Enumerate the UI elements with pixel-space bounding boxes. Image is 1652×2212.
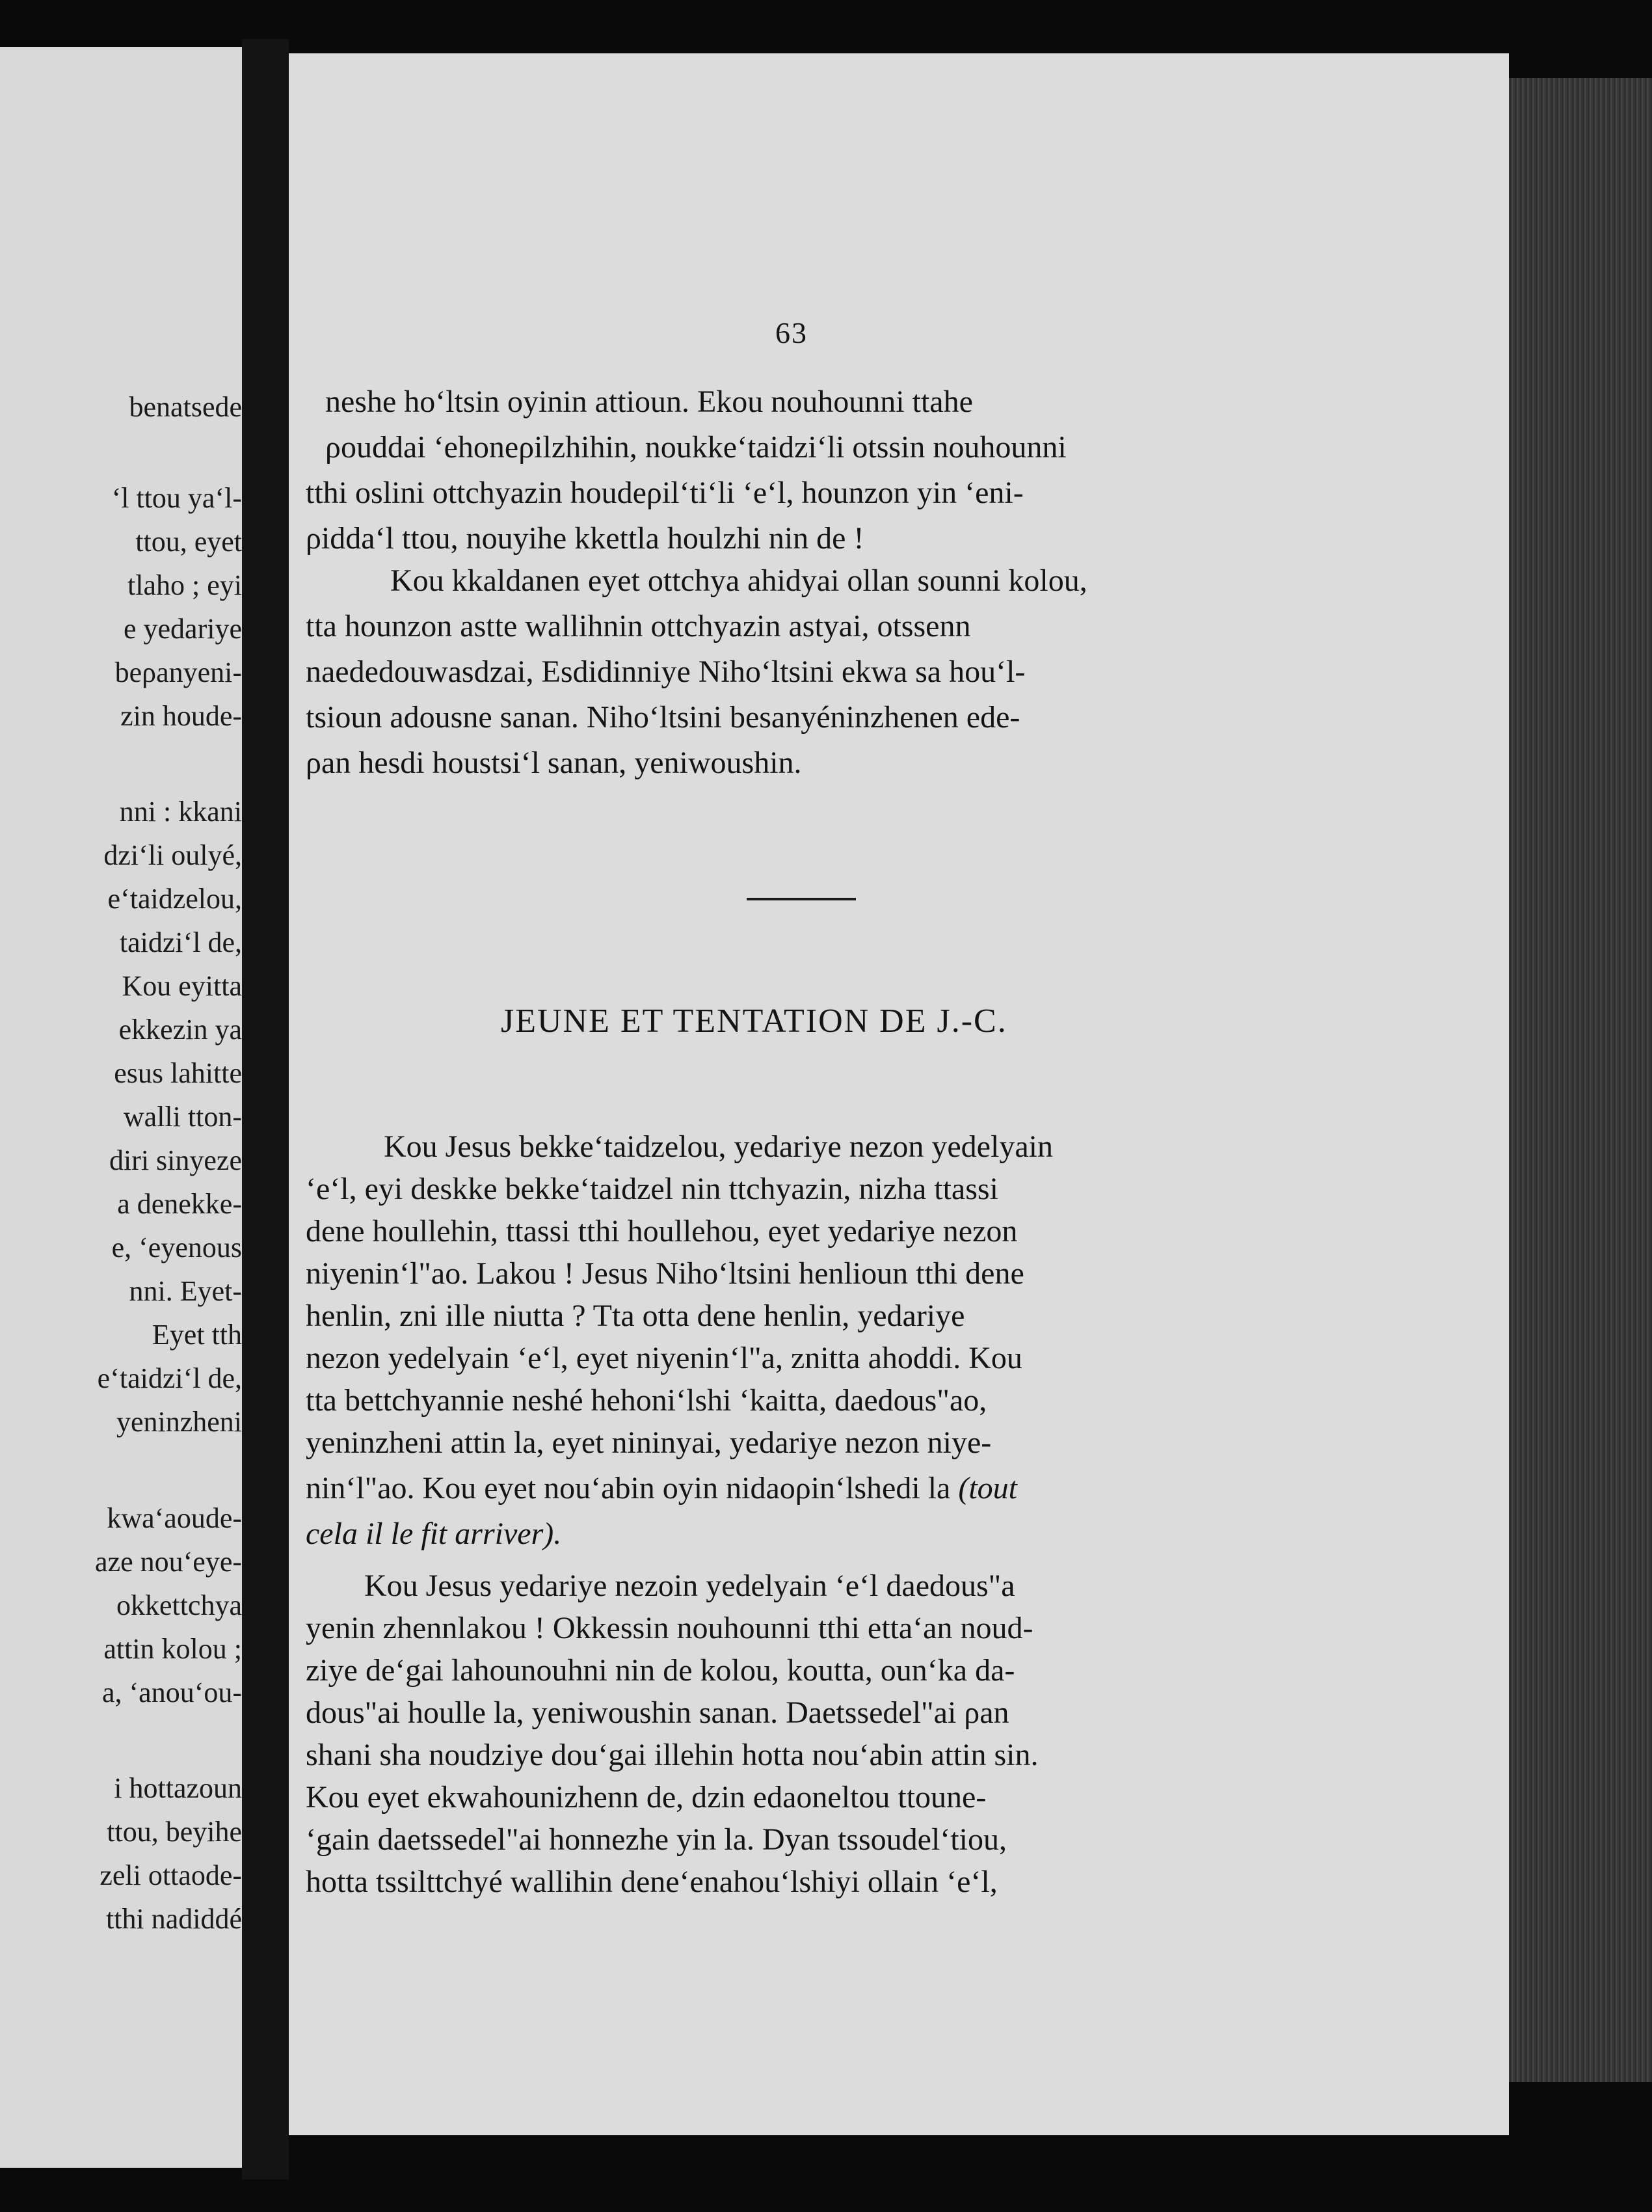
- left-page-line: Eyet tth: [152, 1319, 242, 1351]
- text-line: ρan hesdi houstsi‘l sanan, yeniwoushin.: [306, 746, 802, 780]
- left-page-line: ttou, eyet: [135, 526, 242, 558]
- text-line: yenin zhennlakou ! Okkessin nouhounni tthi etta‘an noud-: [306, 1611, 1033, 1645]
- book-gutter: [242, 39, 289, 2179]
- left-page-line: diri sinyeze: [109, 1144, 242, 1176]
- text-line: henlin, zni ille niutta ? Tta otta dene henlin, yedariye: [306, 1299, 965, 1333]
- left-page-line: aze nou‘eye-: [95, 1546, 242, 1578]
- text-line: niyenin‘l"ao. Lakou ! Jesus Niho‘ltsini henlioun tthi dene: [306, 1256, 1024, 1291]
- left-page-line: ttou, beyihe: [107, 1816, 242, 1848]
- left-page-line: yeninzheni: [116, 1406, 242, 1438]
- section-rule: [747, 898, 856, 900]
- left-page-line: benatsede: [129, 391, 242, 423]
- text-line: ρidda‘l ttou, nouyihe kkettla houlzhi nin de !: [306, 521, 864, 556]
- left-facing-page: [0, 47, 242, 2168]
- text-line: naededouwasdzai, Esdidinniye Niho‘ltsini ekwa sa hou‘l-: [306, 654, 1026, 689]
- left-page-line: e‘taidzelou,: [107, 883, 242, 915]
- left-page-line: e‘taidzi‘l de,: [97, 1362, 242, 1394]
- text-line: dous"ai houlle la, yeniwoushin sanan. Daetssedel"ai ρan: [306, 1695, 1009, 1730]
- left-page-line: dzi‘li oulyé,: [103, 839, 242, 871]
- italic-text: (tout: [958, 1471, 1017, 1505]
- left-page-line: Kou eyitta: [122, 970, 242, 1002]
- text-line: neshe ho‘ltsin oyinin attioun. Ekou nouhounni ttahe: [325, 384, 973, 419]
- left-page-line: ‘l ttou ya‘l-: [111, 482, 242, 514]
- left-page-line: walli tton-: [123, 1101, 242, 1133]
- text-line: Kou kkaldanen eyet ottchya ahidyai ollan sounni kolou,: [390, 563, 1087, 598]
- text-line: tsioun adousne sanan. Niho‘ltsini besanyéninzhenen ede-: [306, 700, 1020, 735]
- text-line: ρouddai ‘ehoneρilzhihin, noukke‘taidzi‘li otssin nouhounni: [325, 430, 1067, 465]
- left-page-line: a denekke-: [117, 1188, 242, 1220]
- text-line: Kou Jesus bekke‘taidzelou, yedariye nezon yedelyain: [384, 1129, 1053, 1164]
- left-page-line: nni. Eyet-: [129, 1275, 242, 1307]
- left-page-line: tlaho ; eyi: [127, 569, 242, 601]
- text-line: Kou Jesus yedariye nezoin yedelyain ‘e‘l daedous"a: [364, 1569, 1015, 1603]
- text-line: dene houllehin, ttassi tthi houllehou, eyet yedariye nezon: [306, 1214, 1018, 1248]
- left-page-line: zin houde-: [120, 700, 242, 732]
- left-page-line: zeli ottaode-: [100, 1859, 242, 1891]
- text-segment: nin‘l"ao. Kou eyet nou‘abin oyin nidaoρin‘lshedi la: [306, 1471, 951, 1505]
- left-page-line: a, ‘anou‘ou-: [101, 1677, 242, 1708]
- section-heading: JEUNE ET TENTATION DE J.-C.: [501, 1003, 1007, 1040]
- left-page-line: okkettchya: [116, 1589, 242, 1621]
- text-line: Kou eyet ekwahounizhenn de, dzin edaoneltou ttoune-: [306, 1780, 987, 1814]
- page-edges: [1509, 78, 1652, 2082]
- left-page-line: esus lahitte: [114, 1057, 242, 1089]
- text-line: tthi oslini ottchyazin houdeρil‘ti‘li ‘e‘l, hounzon yin ‘eni-: [306, 476, 1024, 510]
- left-page-line: i hottazoun: [114, 1772, 242, 1804]
- text-line: ‘e‘l, eyi deskke bekke‘taidzel nin ttchyazin, nizha ttassi: [306, 1172, 998, 1206]
- left-page-line: tthi nadiddé: [106, 1903, 242, 1935]
- left-page-line: beρanyeni-: [114, 656, 242, 688]
- text-line: yeninzheni attin la, eyet nininyai, yedariye nezon niye-: [306, 1425, 992, 1460]
- left-page-line: e yedariye: [124, 613, 242, 645]
- left-page-line: ekkezin ya: [118, 1014, 242, 1045]
- italic-text-line: cela il le fit arriver).: [306, 1517, 562, 1551]
- text-line: [306, 1470, 1017, 1506]
- text-line: tta bettchyannie neshé hehoni‘lshi ‘kaitta, daedous"ao,: [306, 1383, 987, 1418]
- text-line: ziye de‘gai lahounouhni nin de kolou, koutta, oun‘ka da-: [306, 1653, 1015, 1688]
- page-number: 63: [775, 316, 808, 349]
- left-page-line: nni : kkani: [119, 796, 242, 828]
- text-line: nezon yedelyain ‘e‘l, eyet niyenin‘l"a, znitta ahoddi. Kou: [306, 1341, 1022, 1375]
- text-line: tta hounzon astte wallihnin ottchyazin astyai, otssenn: [306, 609, 971, 643]
- left-page-line: taidzi‘l de,: [119, 926, 242, 958]
- text-line: hotta tssilttchyé wallihin dene‘enahou‘lshiyi ollain ‘e‘l,: [306, 1865, 998, 1899]
- left-page-line: e, ‘eyenous: [111, 1232, 242, 1263]
- left-page-line: kwa‘aoude-: [107, 1502, 242, 1534]
- text-line: ‘gain daetssedel"ai honnezhe yin la. Dyan tssoudel‘tiou,: [306, 1822, 1007, 1857]
- text-line: shani sha noudziye dou‘gai illehin hotta nou‘abin attin sin.: [306, 1738, 1039, 1772]
- left-page-line: attin kolou ;: [103, 1633, 242, 1665]
